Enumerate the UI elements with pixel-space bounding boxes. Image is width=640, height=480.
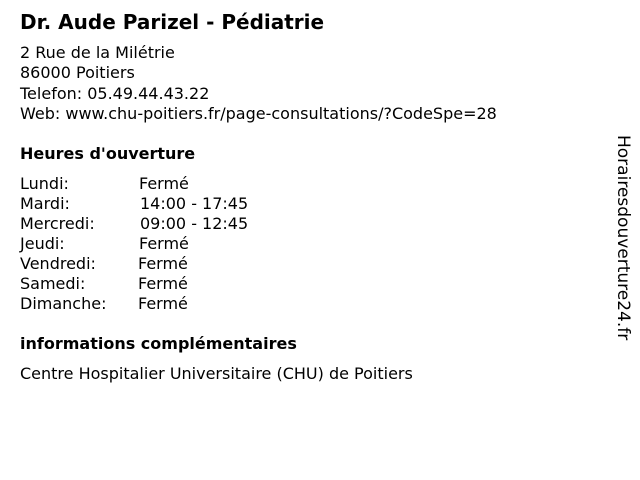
city-postcode: 86000 Poitiers: [20, 63, 135, 82]
day-label: Vendredi:: [20, 254, 96, 273]
website-link[interactable]: Web: www.chu-poitiers.fr/page-consultations/?CodeSpe=28: [20, 104, 497, 123]
day-label: Samedi:: [20, 274, 86, 293]
hours-value: Fermé: [138, 254, 188, 273]
hours-value: Fermé: [139, 174, 189, 193]
hours-value: Fermé: [138, 294, 188, 313]
street-address: 2 Rue de la Milétrie: [20, 43, 175, 62]
day-label: Dimanche:: [20, 294, 107, 313]
site-watermark: Horairesdouverture24.fr: [613, 135, 633, 341]
additional-info-text: Centre Hospitalier Universitaire (CHU) de Poitiers: [20, 364, 413, 383]
hours-value: 14:00 - 17:45: [140, 194, 249, 213]
day-label: Jeudi:: [20, 234, 65, 253]
page-title: Dr. Aude Parizel - Pédiatrie: [20, 10, 325, 34]
additional-info-heading: informations complémentaires: [20, 334, 297, 353]
day-label: Lundi:: [20, 174, 69, 193]
hours-value: Fermé: [139, 234, 189, 253]
day-label: Mardi:: [20, 194, 70, 213]
phone-number: Telefon: 05.49.44.43.22: [20, 84, 210, 103]
day-label: Mercredi:: [20, 214, 95, 233]
opening-hours-heading: Heures d'ouverture: [20, 144, 196, 163]
hours-value: 09:00 - 12:45: [140, 214, 249, 233]
hours-value: Fermé: [138, 274, 188, 293]
